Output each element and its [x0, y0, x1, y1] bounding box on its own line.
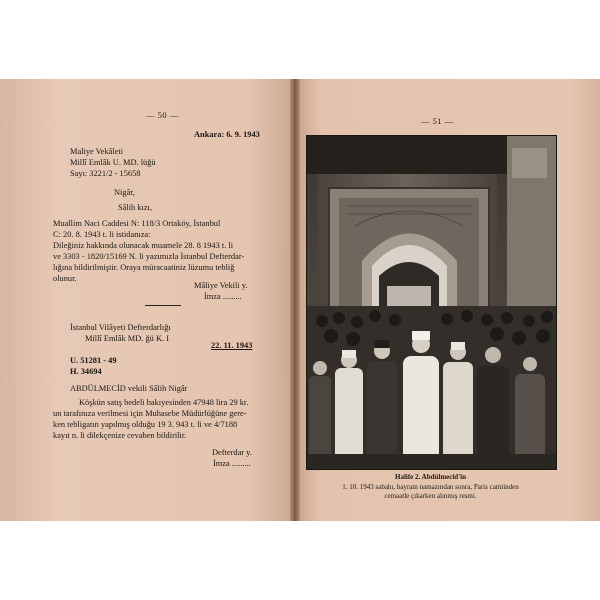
caption-title: Halife 2. Abdülmecid'in — [395, 473, 466, 481]
body-line: lığına bildirilmiştir. Oraya müracaatiniz lüzumu tebliğ — [53, 263, 235, 272]
signature-line: İmza ......... — [213, 459, 251, 468]
caption-line: 1. 10. 1943 sabahı, bayram namazından sonra, Paris camiinden — [342, 483, 519, 491]
recipient-line: Sâlih kızı, — [118, 203, 152, 212]
body-line: Dileğiniz hakkında olunacak muamele 28. 8 1943 t. li — [53, 241, 234, 250]
body2-line: Köşkün satış bedeli bakıyesinden 47948 lira 29 kr. — [79, 398, 249, 407]
body-line: olunur. — [53, 274, 77, 283]
reference-line: H. 34694 — [70, 367, 102, 376]
reference-line: U. 51281 - 49 — [70, 356, 117, 365]
second-date: 22. 11. 1943 — [211, 341, 253, 350]
book-gutter — [290, 79, 300, 521]
address-line: Muallim Naci Caddesi N: 118/3 Ortaköy, İstanbul — [53, 219, 221, 228]
body2-line: un tarafınıza verilmesi için Muhasebe Müdürlüğüne gere- — [53, 409, 247, 418]
signature-line: Defterdar y. — [212, 448, 252, 457]
signature-line: Mâliye Vekili y. — [194, 281, 248, 290]
sender-line: Maliye Vekâleti — [70, 147, 124, 156]
office-line: İstanbul Vilâyeti Defterdarlığı — [70, 323, 171, 332]
sender-line: Millî Emlâk U. MD. lüğü — [70, 158, 156, 167]
office-line: Millî Emlâk MD. ğü K. I — [85, 334, 169, 343]
sender-line: Sayı: 3221/2 - 15658 — [70, 169, 141, 178]
subject-line: ABDÜLMECİD vekili Sâlih Nigâr — [70, 384, 188, 393]
body-line: ve 3303 - 1820/15169 N. li yazımızla İstanbul Defterdar- — [53, 252, 245, 261]
body2-line: ken tebligatın yapılmış olduğu 19 3. 943 t. li ve 4/7188 — [53, 420, 238, 429]
right-page-number: — 51 — — [421, 116, 454, 126]
body2-line: kayıt n. li dilekçenize cevaben bildirilir. — [53, 431, 187, 440]
caption-line: cemaatle çıkarken alınmış resmi. — [384, 492, 477, 500]
signature-line: İmza ......... — [204, 292, 242, 301]
photo-illustration — [307, 136, 556, 469]
recipient-line: Nigâr, — [114, 188, 135, 197]
section-divider — [145, 305, 181, 306]
address-line: C: 20. 8. 1943 t. li istidanıza: — [53, 230, 151, 239]
left-page-number: — 50 — — [146, 110, 179, 120]
letter-date: Ankara: 6. 9. 1943 — [194, 130, 260, 139]
historical-photograph — [306, 135, 557, 470]
